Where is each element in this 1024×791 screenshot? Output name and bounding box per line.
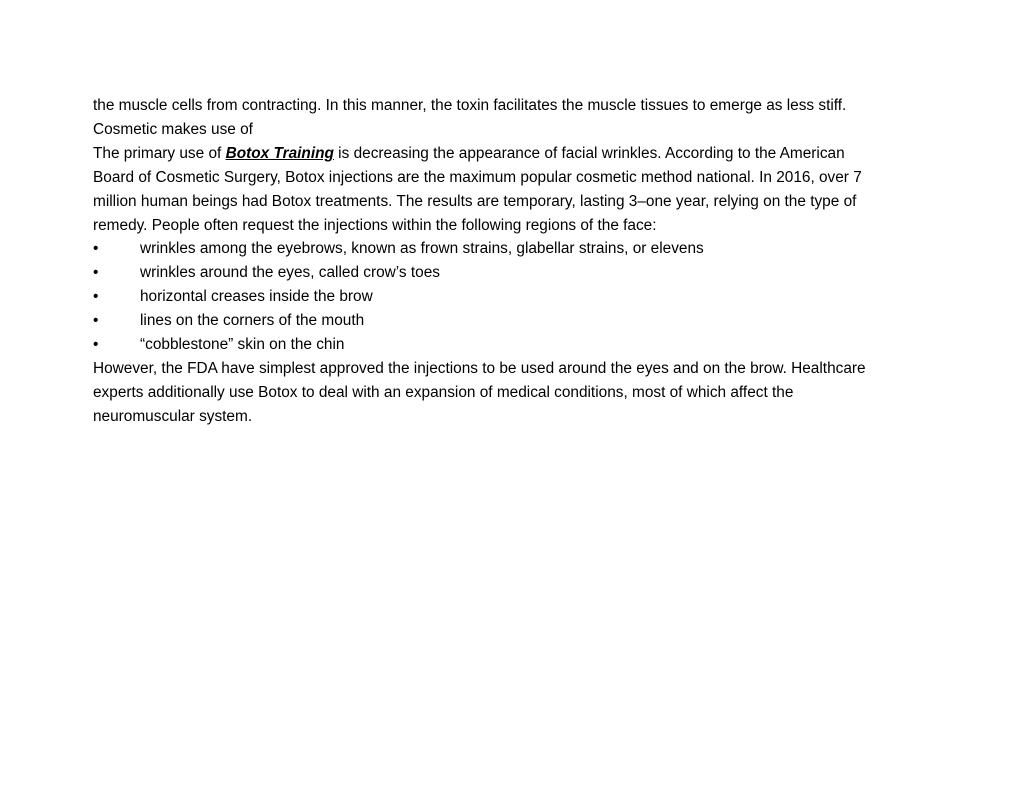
list-item: [93, 261, 943, 285]
botox-training-link[interactable]: Botox Training: [225, 144, 334, 162]
bullet-marker: •: [93, 312, 99, 330]
document-body: [93, 94, 943, 429]
bullet-marker: •: [93, 288, 99, 306]
bullet-marker: •: [93, 264, 99, 282]
list-item: [93, 333, 943, 357]
list-item: [93, 285, 943, 309]
list-item-text: “cobblestone” skin on the chin: [140, 336, 345, 354]
list-item-text: wrinkles among the eyebrows, known as frown strains, glabellar strains, or elevens: [140, 240, 704, 258]
closing-line-3: neuromuscular system.: [93, 407, 253, 425]
intro-line-2: Cosmetic makes use of: [93, 120, 253, 138]
paragraph-line-1: [93, 142, 943, 166]
closing-line-1: However, the FDA have simplest approved the injections to be used around the eyes and on the brow. Healthcare: [93, 359, 866, 377]
closing-line-2: experts additionally use Botox to deal with an expansion of medical conditions, most of which affect the: [93, 383, 794, 401]
list-item: [93, 237, 943, 261]
paragraph-line-4: remedy. People often request the injections within the following regions of the face:: [93, 216, 657, 234]
list-item: [93, 309, 943, 333]
bullet-marker: •: [93, 336, 99, 354]
intro-line-1: the muscle cells from contracting. In this manner, the toxin facilitates the muscle tissues to emerge as less stiff.: [93, 97, 847, 114]
list-item-text: wrinkles around the eyes, called crow’s toes: [140, 264, 440, 282]
paragraph-line-2: Board of Cosmetic Surgery, Botox injections are the maximum popular cosmetic method national. In 2016, over 7: [93, 168, 862, 186]
list-item-text: lines on the corners of the mouth: [140, 312, 365, 330]
paragraph-text: The primary use of: [93, 144, 226, 162]
paragraph-line-3: million human beings had Botox treatments. The results are temporary, lasting 3–one year, relying on the type of: [93, 192, 857, 210]
bullet-marker: •: [93, 240, 99, 258]
list-item-text: horizontal creases inside the brow: [140, 288, 373, 306]
paragraph-text: is decreasing the appearance of facial wrinkles. According to the American: [333, 144, 845, 162]
